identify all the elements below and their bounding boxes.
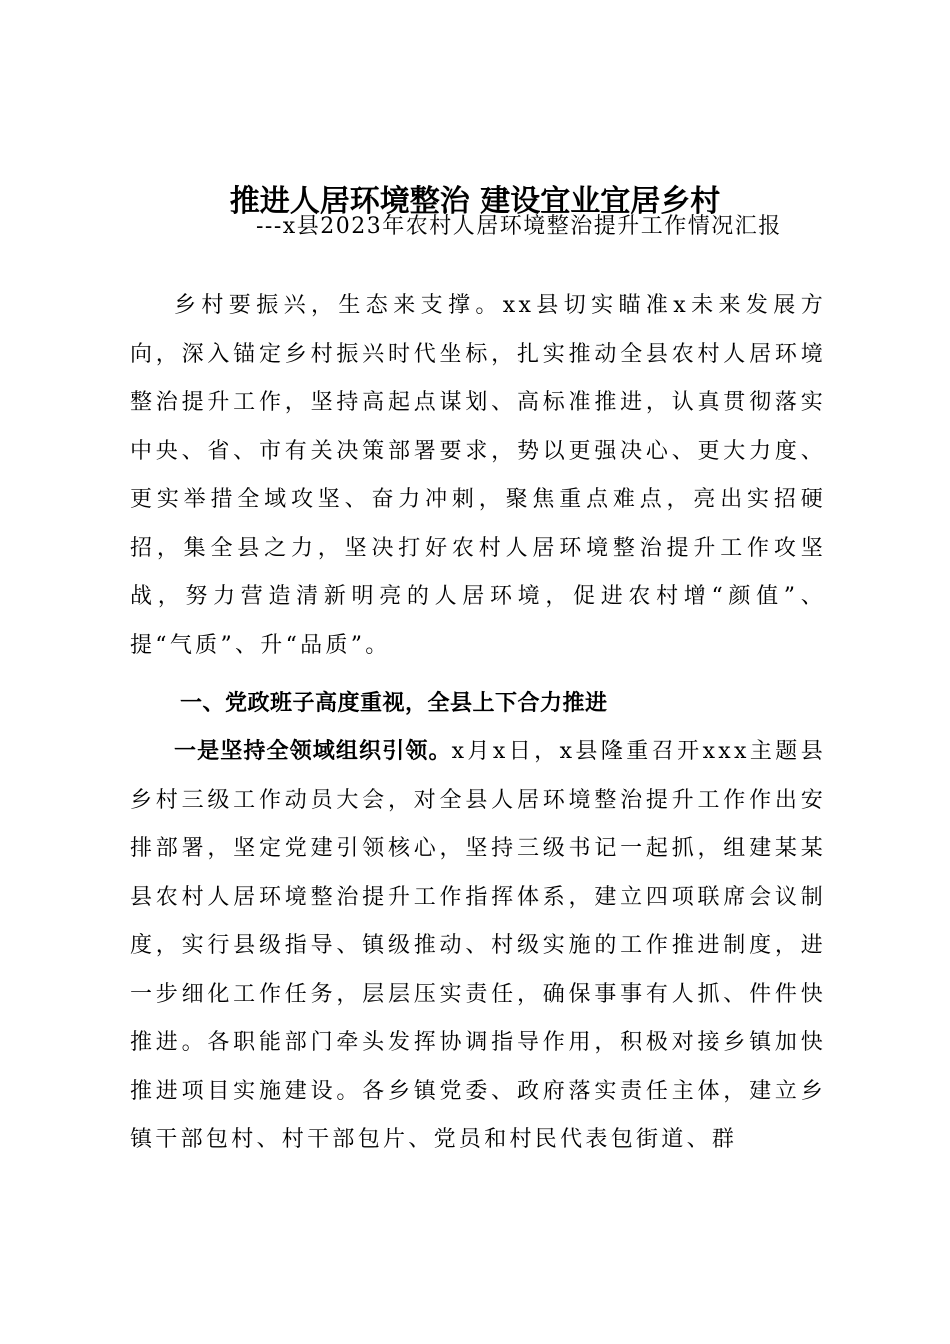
paragraph-lead: 一是坚持全领域组织引领。	[174, 739, 452, 764]
section-paragraph	[130, 728, 826, 1165]
document-title: 推进人居环境整治 建设宜业宜居乡村	[229, 184, 721, 219]
section-heading: 一、党政班子高度重视，全县上下合力推进	[180, 691, 608, 716]
document-subtitle: ---x县2023年农村人居环境整治提升工作情况汇报	[256, 214, 782, 239]
paragraph-text: x月x日，x县隆重召开xxx主题县乡村三级工作动员大会，对全县人居环境整治提升工作作出安排部署，坚定党建引领核心，坚持三级书记一起抓，组建某某县农村人居环境整治提升工作指挥体系，建立四项联席会议制度，实行县级指导、镇级推动、村级实施的工作推进制度，进一步细化工作任务，层层压实责任，确保事事有人抓、件件快推进。各职能部门牵头发挥协调指导作用，积极对接乡镇加快推进项目实施建设。各乡镇党委、政府落实责任主体，建立乡镇干部包村、村干部包片、党员和村民代表包街道、群	[130, 739, 826, 1152]
intro-paragraph: 乡村要振兴，生态来支撑。xx县切实瞄准x未来发展方向，深入锚定乡村振兴时代坐标，扎实推动全县农村人居环境整治提升工作，坚持高起点谋划、高标准推进，认真贯彻落实中央、省、市有关决策部署要求，势以更强决心、更大力度、更实举措全域攻坚、奋力冲刺，聚焦重点难点，亮出实招硬招，集全县之力，坚决打好农村人居环境整治提升工作攻坚战，努力营造清新明亮的人居环境，促进农村增“颜值”、提“气质”、升“品质”。	[130, 293, 826, 658]
